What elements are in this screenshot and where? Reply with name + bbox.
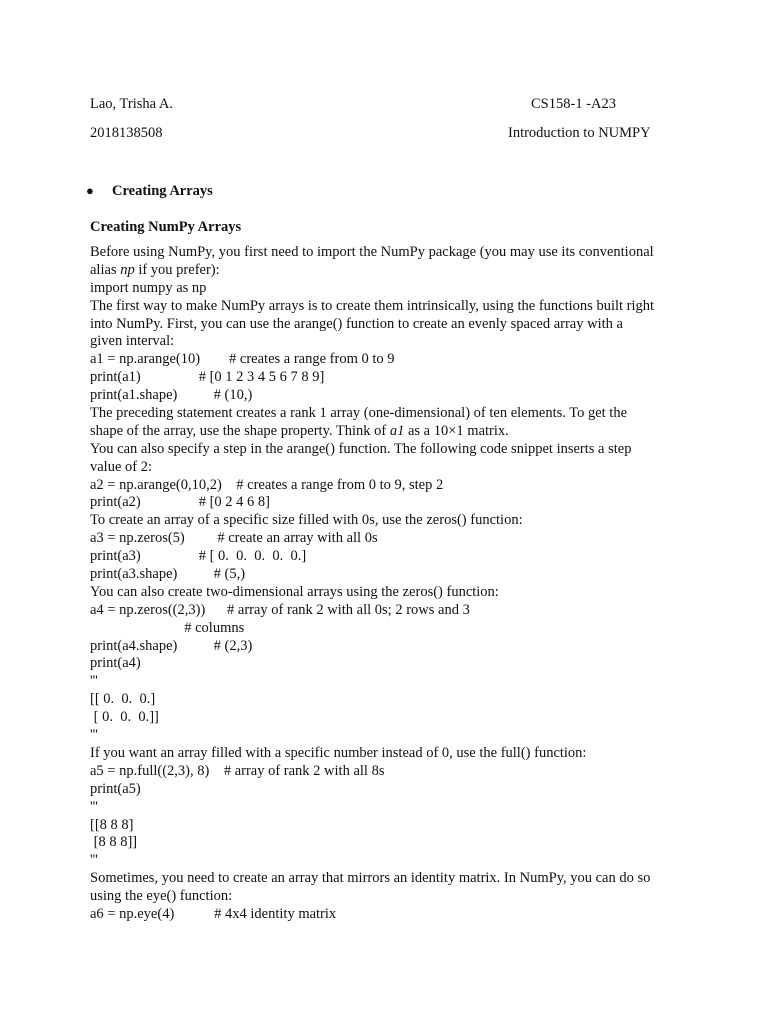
text-line: You can also create two-dimensional arrays using the zeros() function: — [90, 583, 499, 600]
code-line: print(a5) — [90, 780, 141, 797]
text-line: value of 2: — [90, 458, 153, 475]
author-name: Lao, Trisha A. — [90, 96, 173, 112]
text-line: into NumPy. First, you can use the arange() function to create an evenly spaced array with a — [90, 315, 623, 332]
code-line: print(a4) — [90, 655, 141, 672]
document-topic: Introduction to NUMPY — [508, 125, 651, 141]
text-line: Sometimes, you need to create an array that mirrors an identity matrix. In NumPy, you can do so — [90, 870, 651, 887]
code-line: print(a4.shape) # (2,3) — [90, 637, 253, 654]
code-line: ''' — [90, 798, 98, 815]
code-line: print(a3.shape) # (5,) — [90, 566, 246, 583]
code-line: a5 = np.full((2,3), 8) # array of rank 2 with all 8s — [90, 762, 385, 779]
course-code: CS158-1 -A23 — [531, 96, 616, 112]
code-line: a6 = np.eye(4) # 4x4 identity matrix — [90, 905, 337, 922]
code-line: a4 = np.zeros((2,3)) # array of rank 2 with all 0s; 2 rows and 3 — [90, 601, 470, 618]
text-line: The preceding statement creates a rank 1 array (one-dimensional) of ten elements. To get the — [90, 405, 628, 422]
code-line: [[8 8 8] — [90, 816, 134, 833]
text-line: using the eye() function: — [90, 888, 233, 905]
code-line: [8 8 8]] — [90, 834, 138, 851]
bullet-label: Creating Arrays — [112, 183, 213, 199]
student-id: 2018138508 — [90, 125, 163, 141]
code-line: print(a1) # [0 1 2 3 4 5 6 7 8 9] — [90, 369, 325, 386]
code-line: [[ 0. 0. 0.] — [90, 691, 156, 708]
inline-emphasis: np — [120, 261, 135, 278]
bullet-dot-icon: ● — [86, 183, 94, 198]
code-line: a2 = np.arange(0,10,2) # creates a range from 0 to 9, step 2 — [90, 476, 444, 493]
code-line: # columns — [90, 619, 245, 636]
text-line: Before using NumPy, you first need to import the NumPy package (you may use its conventional — [90, 244, 654, 260]
text-line: given interval: — [90, 333, 175, 350]
text-line: If you want an array filled with a specific number instead of 0, use the full() function: — [90, 744, 587, 761]
code-line: ''' — [90, 673, 98, 690]
text-line: To create an array of a specific size filled with 0s, use the zeros() function: — [90, 512, 523, 529]
code-line: ''' — [90, 852, 98, 869]
code-line: import numpy as np — [90, 279, 207, 296]
text-line: shape of the array, use the shape property. Think of a1 as a 10×1 matrix. — [90, 422, 509, 439]
code-line: print(a3) # [ 0. 0. 0. 0. 0.] — [90, 548, 307, 565]
text-line: alias np if you prefer): — [90, 261, 220, 278]
text-line: You can also specify a step in the arange() function. The following code snippet inserts a step — [90, 440, 632, 457]
section-title: Creating NumPy Arrays — [90, 219, 242, 235]
inline-emphasis: a1 — [389, 422, 405, 439]
code-line: a3 = np.zeros(5) # create an array with all 0s — [90, 530, 378, 547]
code-line: [ 0. 0. 0.]] — [90, 709, 159, 726]
code-line: print(a1.shape) # (10,) — [90, 387, 253, 404]
body-text — [90, 244, 690, 924]
text-line: The first way to make NumPy arrays is to create them intrinsically, using the functions built right — [90, 297, 655, 314]
code-line: a1 = np.arange(10) # creates a range from 0 to 9 — [90, 351, 395, 368]
code-line: ''' — [90, 727, 98, 744]
bullet-item — [86, 183, 213, 200]
code-line: print(a2) # [0 2 4 6 8] — [90, 494, 271, 511]
